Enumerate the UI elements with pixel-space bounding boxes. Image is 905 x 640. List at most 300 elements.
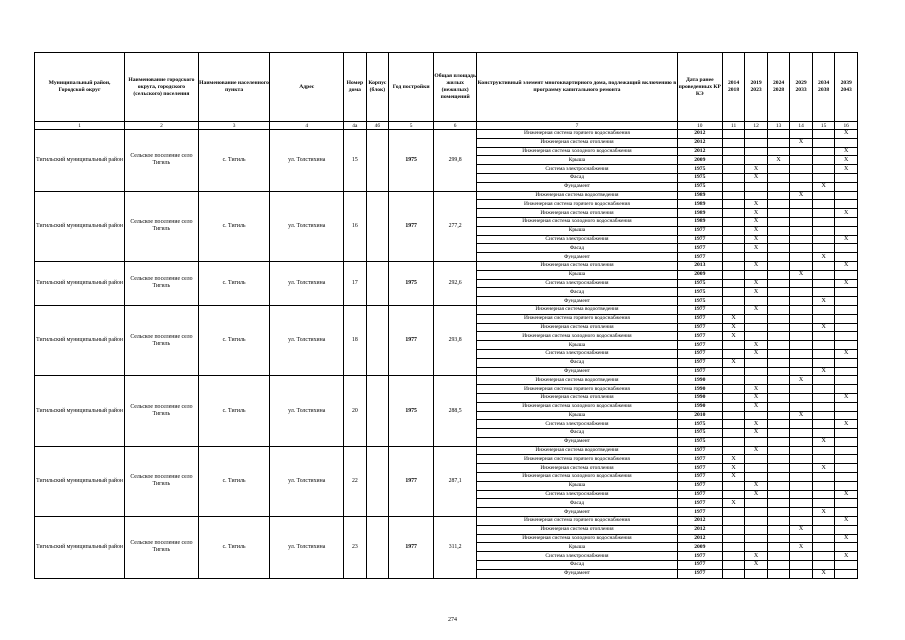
period-mark-cell: [722, 261, 745, 270]
period-mark-cell: [835, 253, 858, 262]
page-number: 274: [448, 617, 457, 623]
repair-date-cell: 1977: [677, 244, 722, 253]
column-number-row: [35, 122, 858, 130]
column-number: 3: [198, 122, 270, 130]
element-cell: Инженерная система отопления: [477, 393, 678, 402]
period-mark-cell: X: [835, 490, 858, 499]
column-header: 2024 2028: [767, 53, 790, 122]
period-mark-cell: [722, 209, 745, 218]
period-mark-cell: X: [722, 314, 745, 323]
period-mark-cell: [835, 297, 858, 306]
period-mark-cell: X: [835, 147, 858, 156]
locality-cell: с. Тигиль: [198, 261, 270, 305]
period-mark-cell: [767, 261, 790, 270]
period-mark-cell: X: [767, 156, 790, 165]
block-cell: [366, 191, 389, 261]
column-header: Год постройки: [389, 53, 434, 122]
period-mark-cell: [790, 314, 813, 323]
period-mark-cell: [745, 455, 768, 464]
period-mark-cell: [835, 305, 858, 314]
period-mark-cell: [835, 323, 858, 332]
period-mark-cell: X: [835, 534, 858, 543]
period-mark-cell: X: [790, 543, 813, 552]
period-mark-cell: X: [722, 464, 745, 473]
element-cell: Система электроснабжения: [477, 349, 678, 358]
locality-cell: с. Тигиль: [198, 191, 270, 261]
period-mark-cell: [790, 429, 813, 438]
period-mark-cell: [767, 244, 790, 253]
element-cell: Инженерная система водоотведения: [477, 191, 678, 200]
repair-date-cell: 1990: [677, 376, 722, 385]
period-mark-cell: [812, 244, 835, 253]
period-mark-cell: [812, 561, 835, 570]
period-mark-cell: [812, 376, 835, 385]
period-mark-cell: [835, 226, 858, 235]
period-mark-cell: [722, 156, 745, 165]
column-number: 12: [745, 122, 768, 130]
period-mark-cell: [812, 385, 835, 394]
period-mark-cell: [812, 490, 835, 499]
settlement-cell: Сельское поселение село Тигиль: [125, 376, 199, 446]
settlement-cell: Сельское поселение село Тигиль: [125, 191, 199, 261]
repair-date-cell: 1989: [677, 200, 722, 209]
period-mark-cell: X: [745, 261, 768, 270]
period-mark-cell: [790, 217, 813, 226]
element-cell: Фундамент: [477, 253, 678, 262]
address-cell: ул. Толстихина: [270, 191, 344, 261]
period-mark-cell: [722, 561, 745, 570]
element-cell: Инженерная система горячего водоснабжения: [477, 130, 678, 139]
repair-date-cell: 1977: [677, 464, 722, 473]
period-mark-cell: X: [790, 270, 813, 279]
repair-date-cell: 1977: [677, 455, 722, 464]
repair-date-cell: 2012: [677, 138, 722, 147]
block-cell: [366, 446, 389, 516]
block-cell: [366, 376, 389, 446]
period-mark-cell: [767, 429, 790, 438]
period-mark-cell: [767, 323, 790, 332]
period-mark-cell: X: [835, 130, 858, 139]
period-mark-cell: [812, 332, 835, 341]
element-cell: Инженерная система горячего водоснабжения: [477, 455, 678, 464]
period-mark-cell: [790, 297, 813, 306]
period-mark-cell: X: [835, 517, 858, 526]
period-mark-cell: [722, 305, 745, 314]
period-mark-cell: [722, 341, 745, 350]
period-mark-cell: [767, 279, 790, 288]
period-mark-cell: [790, 534, 813, 543]
period-mark-cell: [722, 147, 745, 156]
element-cell: Фундамент: [477, 569, 678, 578]
period-mark-cell: [722, 517, 745, 526]
period-mark-cell: X: [835, 209, 858, 218]
element-cell: Фасад: [477, 288, 678, 297]
period-mark-cell: X: [745, 200, 768, 209]
repair-date-cell: 1975: [677, 288, 722, 297]
period-mark-cell: [722, 490, 745, 499]
period-mark-cell: X: [722, 323, 745, 332]
period-mark-cell: [790, 209, 813, 218]
period-mark-cell: X: [812, 253, 835, 262]
period-mark-cell: [812, 446, 835, 455]
period-mark-cell: [767, 402, 790, 411]
settlement-cell: Сельское поселение село Тигиль: [125, 517, 199, 579]
repair-date-cell: 2012: [677, 147, 722, 156]
repair-date-cell: 1975: [677, 437, 722, 446]
repair-date-cell: 1977: [677, 323, 722, 332]
period-mark-cell: X: [745, 402, 768, 411]
period-mark-cell: [835, 385, 858, 394]
period-mark-cell: [835, 473, 858, 482]
period-mark-cell: [835, 341, 858, 350]
period-mark-cell: X: [790, 525, 813, 534]
period-mark-cell: [722, 367, 745, 376]
period-mark-cell: [812, 429, 835, 438]
period-mark-cell: [835, 429, 858, 438]
repair-date-cell: 2012: [677, 534, 722, 543]
period-mark-cell: [790, 349, 813, 358]
repair-date-cell: 1990: [677, 385, 722, 394]
column-number: 14: [790, 122, 813, 130]
period-mark-cell: [812, 288, 835, 297]
locality-cell: с. Тигиль: [198, 517, 270, 579]
repair-date-cell: 1977: [677, 305, 722, 314]
column-number: 11: [722, 122, 745, 130]
period-mark-cell: [835, 543, 858, 552]
period-mark-cell: [767, 411, 790, 420]
table-row: [35, 130, 858, 139]
element-cell: Инженерная система горячего водоснабжения: [477, 314, 678, 323]
district-cell: Тигильский муниципальный район: [35, 376, 125, 446]
period-mark-cell: [790, 279, 813, 288]
period-mark-cell: [835, 270, 858, 279]
repair-date-cell: 1977: [677, 490, 722, 499]
column-header: 2029 2033: [790, 53, 813, 122]
locality-cell: с. Тигиль: [198, 446, 270, 516]
repair-date-cell: 1977: [677, 226, 722, 235]
column-number: 15: [812, 122, 835, 130]
period-mark-cell: X: [790, 411, 813, 420]
period-mark-cell: [767, 376, 790, 385]
period-mark-cell: [767, 270, 790, 279]
repair-date-cell: 1977: [677, 314, 722, 323]
period-mark-cell: [767, 543, 790, 552]
period-mark-cell: [812, 552, 835, 561]
period-mark-cell: [812, 235, 835, 244]
period-mark-cell: [722, 552, 745, 561]
build-year-cell: 1977: [389, 517, 434, 579]
repair-date-cell: 2012: [677, 525, 722, 534]
element-cell: Фундамент: [477, 437, 678, 446]
period-mark-cell: X: [745, 552, 768, 561]
repair-date-cell: 1975: [677, 182, 722, 191]
period-mark-cell: X: [812, 367, 835, 376]
repair-date-cell: 1989: [677, 191, 722, 200]
element-cell: Система электроснабжения: [477, 420, 678, 429]
period-mark-cell: X: [812, 297, 835, 306]
period-mark-cell: [767, 569, 790, 578]
period-mark-cell: X: [722, 358, 745, 367]
period-mark-cell: X: [812, 182, 835, 191]
period-mark-cell: [722, 446, 745, 455]
period-mark-cell: X: [835, 261, 858, 270]
period-mark-cell: X: [790, 376, 813, 385]
period-mark-cell: [722, 420, 745, 429]
element-cell: Крыша: [477, 543, 678, 552]
element-cell: Инженерная система водоотведения: [477, 446, 678, 455]
period-mark-cell: [722, 429, 745, 438]
period-mark-cell: [790, 437, 813, 446]
area-cell: 299,8: [434, 130, 477, 192]
period-mark-cell: [790, 253, 813, 262]
column-header: Корпус (блок): [366, 53, 389, 122]
area-cell: 293,8: [434, 305, 477, 375]
period-mark-cell: [812, 517, 835, 526]
period-mark-cell: X: [745, 217, 768, 226]
period-mark-cell: [790, 569, 813, 578]
period-mark-cell: X: [722, 499, 745, 508]
period-mark-cell: [745, 525, 768, 534]
period-mark-cell: [812, 279, 835, 288]
column-header: 2014 2018: [722, 53, 745, 122]
element-cell: Крыша: [477, 341, 678, 350]
period-mark-cell: [745, 314, 768, 323]
repair-date-cell: 1977: [677, 446, 722, 455]
period-mark-cell: X: [745, 235, 768, 244]
period-mark-cell: X: [745, 385, 768, 394]
element-cell: Крыша: [477, 226, 678, 235]
period-mark-cell: [767, 332, 790, 341]
period-mark-cell: X: [745, 165, 768, 174]
period-mark-cell: [812, 402, 835, 411]
period-mark-cell: [722, 543, 745, 552]
period-mark-cell: [790, 464, 813, 473]
element-cell: Инженерная система отопления: [477, 464, 678, 473]
period-mark-cell: [767, 385, 790, 394]
period-mark-cell: [722, 349, 745, 358]
element-cell: Фасад: [477, 499, 678, 508]
column-header: 2034 2038: [812, 53, 835, 122]
column-number: 7: [477, 122, 678, 130]
period-mark-cell: [745, 543, 768, 552]
element-cell: Фасад: [477, 429, 678, 438]
period-mark-cell: [767, 349, 790, 358]
column-header: 2039 2043: [835, 53, 858, 122]
period-mark-cell: [767, 561, 790, 570]
repair-date-cell: 1977: [677, 235, 722, 244]
period-mark-cell: [745, 191, 768, 200]
address-cell: ул. Толстихина: [270, 261, 344, 305]
column-number: 10: [677, 122, 722, 130]
period-mark-cell: [745, 156, 768, 165]
table-header: [35, 53, 858, 130]
period-mark-cell: [812, 261, 835, 270]
period-mark-cell: X: [835, 349, 858, 358]
period-mark-cell: [835, 525, 858, 534]
district-cell: Тигильский муниципальный район: [35, 517, 125, 579]
block-cell: [366, 261, 389, 305]
element-cell: Крыша: [477, 481, 678, 490]
period-mark-cell: [722, 297, 745, 306]
period-mark-cell: [835, 437, 858, 446]
period-mark-cell: X: [745, 420, 768, 429]
build-year-cell: 1977: [389, 446, 434, 516]
build-year-cell: 1975: [389, 261, 434, 305]
period-mark-cell: [745, 332, 768, 341]
period-mark-cell: [745, 297, 768, 306]
element-cell: Система электроснабжения: [477, 490, 678, 499]
period-mark-cell: X: [722, 473, 745, 482]
period-mark-cell: [790, 305, 813, 314]
period-mark-cell: [790, 147, 813, 156]
period-mark-cell: [790, 226, 813, 235]
element-cell: Фасад: [477, 173, 678, 182]
period-mark-cell: [722, 376, 745, 385]
period-mark-cell: [790, 358, 813, 367]
element-cell: Крыша: [477, 156, 678, 165]
period-mark-cell: [767, 446, 790, 455]
element-cell: Инженерная система отопления: [477, 138, 678, 147]
period-mark-cell: [745, 138, 768, 147]
settlement-cell: Сельское поселение село Тигиль: [125, 446, 199, 516]
repair-date-cell: 2012: [677, 517, 722, 526]
period-mark-cell: [722, 244, 745, 253]
repair-date-cell: 1977: [677, 569, 722, 578]
column-number: 4: [270, 122, 344, 130]
period-mark-cell: [767, 481, 790, 490]
period-mark-cell: [812, 130, 835, 139]
build-year-cell: 1977: [389, 191, 434, 261]
element-cell: Инженерная система холодного водоснабжения: [477, 402, 678, 411]
period-mark-cell: [722, 182, 745, 191]
settlement-cell: Сельское поселение село Тигиль: [125, 305, 199, 375]
period-mark-cell: [812, 314, 835, 323]
table-row: [35, 261, 858, 270]
period-mark-cell: [767, 341, 790, 350]
column-header: Общая площадь жилых (нежилых) помещений: [434, 53, 477, 122]
period-mark-cell: [722, 288, 745, 297]
address-cell: ул. Толстихина: [270, 446, 344, 516]
period-mark-cell: [812, 534, 835, 543]
period-mark-cell: [722, 130, 745, 139]
period-mark-cell: [767, 490, 790, 499]
period-mark-cell: [767, 358, 790, 367]
period-mark-cell: [812, 341, 835, 350]
period-mark-cell: [790, 323, 813, 332]
period-mark-cell: [790, 446, 813, 455]
period-mark-cell: [745, 437, 768, 446]
period-mark-cell: X: [835, 552, 858, 561]
period-mark-cell: [835, 244, 858, 253]
period-mark-cell: [722, 200, 745, 209]
period-mark-cell: [835, 464, 858, 473]
period-mark-cell: [767, 147, 790, 156]
area-cell: 311,2: [434, 517, 477, 579]
period-mark-cell: [812, 191, 835, 200]
element-cell: Крыша: [477, 270, 678, 279]
element-cell: Фасад: [477, 358, 678, 367]
column-header: Наименование городского округа, городского (сельского) поселения: [125, 53, 199, 122]
period-mark-cell: X: [745, 173, 768, 182]
column-header: Адрес: [270, 53, 344, 122]
repair-date-cell: 1990: [677, 402, 722, 411]
period-mark-cell: [812, 543, 835, 552]
period-mark-cell: [767, 297, 790, 306]
column-number: 16: [835, 122, 858, 130]
period-mark-cell: [722, 279, 745, 288]
repair-date-cell: 1975: [677, 297, 722, 306]
area-cell: 292,6: [434, 261, 477, 305]
period-mark-cell: [745, 130, 768, 139]
period-mark-cell: X: [745, 393, 768, 402]
period-mark-cell: [835, 138, 858, 147]
period-mark-cell: [835, 376, 858, 385]
repair-date-cell: 2009: [677, 270, 722, 279]
period-mark-cell: [745, 517, 768, 526]
element-cell: Фундамент: [477, 508, 678, 517]
period-mark-cell: [790, 393, 813, 402]
column-header: Муниципальный район, Городской округ: [35, 53, 125, 122]
table-row: [35, 517, 858, 526]
table-row: [35, 305, 858, 314]
period-mark-cell: [722, 138, 745, 147]
period-mark-cell: X: [835, 156, 858, 165]
area-cell: 277,2: [434, 191, 477, 261]
house-number-cell: 17: [344, 261, 367, 305]
period-mark-cell: [767, 235, 790, 244]
period-mark-cell: [767, 182, 790, 191]
repair-date-cell: 1977: [677, 367, 722, 376]
period-mark-cell: X: [745, 209, 768, 218]
period-mark-cell: [745, 376, 768, 385]
period-mark-cell: [722, 569, 745, 578]
period-mark-cell: X: [812, 569, 835, 578]
repair-date-cell: 1989: [677, 209, 722, 218]
period-mark-cell: X: [745, 561, 768, 570]
period-mark-cell: X: [812, 323, 835, 332]
period-mark-cell: [835, 499, 858, 508]
repair-date-cell: 1977: [677, 349, 722, 358]
period-mark-cell: [812, 393, 835, 402]
period-mark-cell: [790, 490, 813, 499]
period-mark-cell: X: [812, 437, 835, 446]
period-mark-cell: [812, 305, 835, 314]
period-mark-cell: X: [745, 429, 768, 438]
element-cell: Инженерная система отопления: [477, 323, 678, 332]
period-mark-cell: [767, 499, 790, 508]
period-mark-cell: [767, 305, 790, 314]
column-number: 1: [35, 122, 125, 130]
period-mark-cell: [767, 508, 790, 517]
block-cell: [366, 517, 389, 579]
locality-cell: с. Тигиль: [198, 305, 270, 375]
district-cell: Тигильский муниципальный район: [35, 191, 125, 261]
period-mark-cell: [835, 200, 858, 209]
period-mark-cell: X: [790, 191, 813, 200]
period-mark-cell: [722, 191, 745, 200]
period-mark-cell: X: [812, 508, 835, 517]
element-cell: Фасад: [477, 561, 678, 570]
column-header: Конструктивный элемент многоквартирного дома, подлежащий включению в программу капитального ремонта: [477, 53, 678, 122]
repair-date-cell: 1977: [677, 481, 722, 490]
element-cell: Система электроснабжения: [477, 165, 678, 174]
period-mark-cell: [790, 261, 813, 270]
period-mark-cell: [812, 358, 835, 367]
period-mark-cell: [722, 393, 745, 402]
period-mark-cell: [835, 508, 858, 517]
table-row: [35, 376, 858, 385]
repair-date-cell: 2009: [677, 156, 722, 165]
